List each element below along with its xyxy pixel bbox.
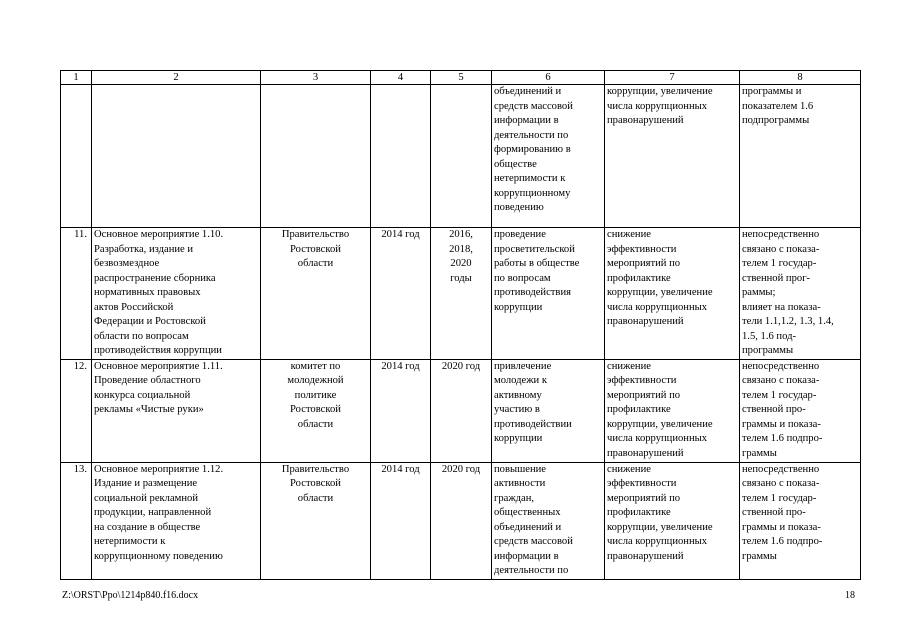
- cell-result: проведение просветительской работы в обществе по вопросам противодействия коррупции: [492, 228, 605, 360]
- col-header-1: 1: [61, 71, 92, 85]
- cell-relation: непосредственно связано с показа- телем 1 государ- ственной про- граммы и показа- телем 1.6 подпро- граммы: [740, 462, 861, 579]
- cell-result: объединений и средств массовой информации в деятельности по формированию в обществе нетерпимости к коррупционному поведению: [492, 85, 605, 228]
- table-row: [61, 359, 861, 462]
- cell-result: повышение активности граждан, общественных объединений и средств массовой информации в деятельности по: [492, 462, 605, 579]
- cell-consequences: снижение эффективности мероприятий по профилактике коррупции, увеличение числа коррупционных правонарушений: [605, 359, 740, 462]
- table-row-continuation: [61, 85, 861, 228]
- col-header-2: 2: [92, 71, 261, 85]
- cell-consequences: снижение эффективности мероприятий по профилактике коррупции, увеличение числа коррупционных правонарушений: [605, 228, 740, 360]
- cell-measure: Основное мероприятие 1.10. Разработка, издание и безвозмездное распространение сборника нормативных правовых актов Российской Федерации и Ростовской области по вопросам противодействия коррупции: [92, 228, 261, 360]
- cell-empty: [92, 85, 261, 228]
- cell-measure: Основное мероприятие 1.12. Издание и размещение социальной рекламной продукции, направленной на создание в обществе нетерпимости к коррупционному поведению: [92, 462, 261, 579]
- cell-executor: Правительство Ростовской области: [261, 228, 371, 360]
- cell-consequences: коррупции, увеличение числа коррупционных правонарушений: [605, 85, 740, 228]
- cell-number: 13.: [61, 462, 92, 579]
- cell-executor: комитет по молодежной политике Ростовской области: [261, 359, 371, 462]
- col-header-5: 5: [431, 71, 492, 85]
- cell-executor: Правительство Ростовской области: [261, 462, 371, 579]
- cell-number: 11.: [61, 228, 92, 360]
- col-header-4: 4: [371, 71, 431, 85]
- cell-start: 2014 год: [371, 462, 431, 579]
- table-row: [61, 462, 861, 579]
- col-header-6: 6: [492, 71, 605, 85]
- cell-empty: [261, 85, 371, 228]
- cell-empty: [61, 85, 92, 228]
- footer-page-number: 18: [845, 590, 855, 601]
- col-header-7: 7: [605, 71, 740, 85]
- footer-file-path: Z:\ORST\Ppo\1214p840.f16.docx: [62, 590, 199, 601]
- col-header-8: 8: [740, 71, 861, 85]
- table-row: [61, 228, 861, 360]
- cell-end: 2020 год: [431, 462, 492, 579]
- cell-end: 2020 год: [431, 359, 492, 462]
- col-header-3: 3: [261, 71, 371, 85]
- header-row: [61, 71, 861, 85]
- cell-result: привлечение молодежи к активному участию в противодействии коррупции: [492, 359, 605, 462]
- measures-table: [60, 70, 861, 580]
- cell-end: 2016, 2018, 2020 годы: [431, 228, 492, 360]
- cell-relation: непосредственно связано с показа- телем 1 государ- ственной прог- раммы; влияет на показа- тели 1.1,1.2, 1.3, 1.4, 1.5, 1.6 под- программы: [740, 228, 861, 360]
- cell-measure: Основное мероприятие 1.11. Проведение областного конкурса социальной рекламы «Чистые руки»: [92, 359, 261, 462]
- cell-start: 2014 год: [371, 359, 431, 462]
- cell-empty: [431, 85, 492, 228]
- cell-relation: программы и показателем 1.6 подпрограммы: [740, 85, 861, 228]
- cell-start: 2014 год: [371, 228, 431, 360]
- cell-empty: [371, 85, 431, 228]
- cell-consequences: снижение эффективности мероприятий по профилактике коррупции, увеличение числа коррупционных правонарушений: [605, 462, 740, 579]
- cell-number: 12.: [61, 359, 92, 462]
- cell-relation: непосредственно связано с показа- телем 1 государ- ственной про- граммы и показа- телем 1.6 подпро- граммы: [740, 359, 861, 462]
